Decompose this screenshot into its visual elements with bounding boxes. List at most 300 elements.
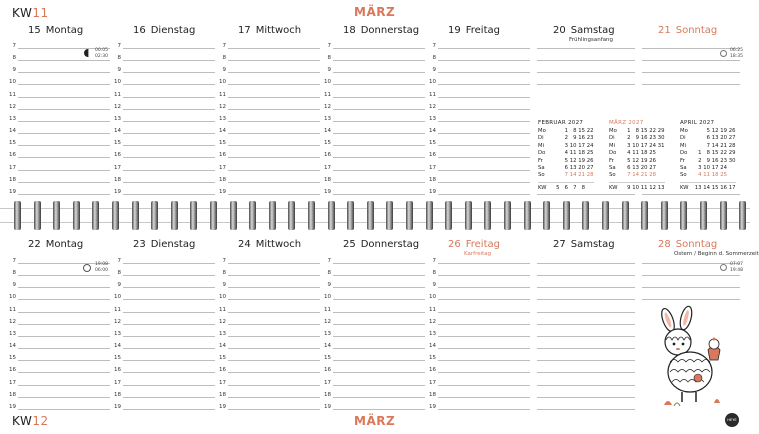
- sun-times: 06:25 18:35: [730, 48, 743, 59]
- binding-ring: [367, 201, 374, 230]
- writing-line: [228, 348, 320, 349]
- writing-line: [18, 182, 110, 183]
- weekday-label: Mo: [538, 128, 546, 134]
- weekday-label: So: [609, 172, 616, 179]
- writing-line: [333, 194, 425, 195]
- hour-label: 8: [12, 55, 16, 62]
- mini-calendar-row: [609, 143, 665, 150]
- hour-label: 16: [429, 367, 436, 374]
- writing-line: [228, 133, 320, 134]
- day-header: [658, 25, 717, 36]
- calendar-day: 16: [711, 157, 719, 164]
- binding-ring: [622, 201, 629, 230]
- writing-line: [333, 145, 425, 146]
- writing-line: [123, 360, 215, 361]
- mini-calendar-row: [538, 143, 594, 150]
- calendar-day: 5: [706, 128, 710, 134]
- hour-label: 12: [219, 318, 226, 325]
- day-header: [238, 239, 301, 250]
- weekday-label: So: [538, 172, 545, 179]
- hour-label: 12: [324, 318, 331, 325]
- binding-ring: [720, 201, 727, 230]
- calendar-day: 6: [627, 164, 631, 171]
- writing-line: [228, 312, 320, 313]
- publisher-logo: HEYE: [725, 413, 739, 427]
- calendar-day: 24: [649, 142, 656, 149]
- writing-line: [333, 133, 425, 134]
- calendar-day: 20: [720, 135, 727, 142]
- weekday-label: Do: [609, 150, 617, 157]
- mini-calendar-row: [609, 158, 665, 165]
- writing-line: [18, 121, 110, 122]
- calendar-day: 26: [649, 157, 656, 164]
- binding-ring: [484, 201, 491, 230]
- writing-line: [123, 397, 215, 398]
- hour-label: 9: [432, 67, 436, 74]
- writing-line: [438, 72, 530, 73]
- hour-label: 7: [222, 258, 226, 264]
- calendar-day: [551, 172, 560, 179]
- calendar-day: [693, 135, 702, 142]
- calendar-day: [727, 165, 736, 172]
- writing-line: [333, 182, 425, 183]
- writing-line: [228, 60, 320, 61]
- writing-line: [537, 263, 635, 264]
- mini-calendar-row: [609, 150, 665, 157]
- calendar-day: 18: [640, 150, 648, 157]
- writing-line: [333, 287, 425, 288]
- calendar-day: [551, 150, 560, 157]
- hour-label: 11: [219, 306, 226, 313]
- binding-ring: [524, 201, 531, 230]
- writing-line: [537, 409, 635, 410]
- weekday-label: Mi: [538, 142, 545, 149]
- day-number: 21: [658, 25, 671, 36]
- day-header: [133, 239, 195, 250]
- calendar-week-number: 16: [720, 184, 727, 191]
- calendar-day: 25: [720, 172, 727, 179]
- calendar-day: 12: [711, 128, 719, 134]
- binding-ring: [328, 201, 335, 230]
- holiday-note: Ostern / Beginn d. Sommerzeit: [674, 251, 759, 257]
- hour-label: 13: [324, 115, 331, 122]
- hour-label: 18: [219, 176, 226, 183]
- mini-calendar: [538, 120, 594, 192]
- binding-ring: [230, 201, 237, 230]
- hour-label: 17: [429, 379, 436, 386]
- day-name: Montag: [45, 25, 84, 36]
- writing-line: [537, 275, 635, 276]
- writing-line: [18, 157, 110, 158]
- day-number: 27: [553, 239, 566, 250]
- hour-label: 15: [324, 140, 331, 147]
- weekday-label: Do: [680, 150, 688, 157]
- writing-line: [333, 97, 425, 98]
- day-name: Donnerstag: [360, 239, 420, 250]
- hour-label: 7: [222, 43, 226, 49]
- hour-label: 10: [219, 79, 226, 86]
- hour-label: 14: [114, 128, 121, 135]
- binding-ring: [680, 201, 687, 230]
- weekday-label: Mo: [609, 128, 617, 134]
- writing-line: [333, 60, 425, 61]
- mini-calendar-row: [538, 158, 594, 165]
- writing-line: [123, 145, 215, 146]
- calendar-day: 28: [586, 172, 594, 179]
- calendar-day: [656, 172, 665, 179]
- writing-line: [333, 275, 425, 276]
- calendar-day: [656, 150, 665, 157]
- hour-label: 9: [12, 282, 16, 289]
- writing-line: [438, 121, 530, 122]
- weekday-label: Do: [538, 150, 546, 157]
- writing-line: [228, 84, 320, 85]
- mini-calendar-row: [609, 165, 665, 172]
- calendar-day: 13: [569, 164, 577, 171]
- calendar-day: 25: [649, 150, 656, 157]
- writing-line: [123, 60, 215, 61]
- writing-line: [333, 324, 425, 325]
- mini-calendar-row: [680, 165, 736, 172]
- calendar-week-number: 10: [632, 184, 639, 191]
- calendar-day: 25: [586, 150, 594, 157]
- weekday-label: Sa: [609, 164, 616, 171]
- calendar-day: 29: [657, 128, 665, 134]
- writing-line: [333, 372, 425, 373]
- week-number-top: KW11: [12, 6, 49, 20]
- calendar-day: 24: [586, 142, 594, 149]
- writing-line: [18, 299, 110, 300]
- calendar-week-number: 14: [703, 184, 710, 191]
- writing-line: [642, 72, 740, 73]
- writing-line: [123, 48, 215, 49]
- calendar-day: [693, 143, 702, 150]
- hour-label: 18: [9, 176, 16, 183]
- hour-label: 19: [429, 188, 436, 195]
- day-number: 16: [133, 25, 146, 36]
- hour-label: 14: [9, 128, 16, 135]
- writing-line: [228, 48, 320, 49]
- writing-line: [123, 287, 215, 288]
- calendar-day: 26: [728, 128, 736, 134]
- hour-label: 14: [324, 343, 331, 350]
- hour-label: 16: [114, 367, 121, 374]
- calendar-day: 14: [711, 142, 719, 149]
- hour-label: 13: [429, 330, 436, 337]
- calendar-day: 13: [632, 164, 639, 171]
- writing-line: [228, 109, 320, 110]
- calendar-day: 6: [564, 164, 568, 171]
- hour-label: 15: [9, 355, 16, 362]
- hour-label: 8: [432, 55, 436, 62]
- writing-line: [642, 275, 740, 276]
- hour-label: 19: [429, 403, 436, 410]
- calendar-day: 10: [569, 142, 577, 149]
- calendar-day: 1: [698, 150, 702, 157]
- calendar-week-row: [680, 185, 736, 192]
- binding-ring: [426, 201, 433, 230]
- weekday-label: Fr: [680, 157, 685, 164]
- calendar-day: 5: [564, 157, 568, 164]
- hour-label: 11: [324, 91, 331, 98]
- calendar-day: 30: [657, 135, 665, 142]
- calendar-day: 17: [640, 142, 648, 149]
- writing-line: [438, 299, 530, 300]
- mini-calendar-row: [538, 165, 594, 172]
- hour-label: 19: [114, 403, 121, 410]
- writing-line: [438, 263, 530, 264]
- binding-ring: [190, 201, 197, 230]
- calendar-day: [727, 172, 736, 179]
- calendar-day: 27: [586, 164, 594, 171]
- calendar-day: 27: [728, 135, 736, 142]
- binding-ring: [249, 201, 256, 230]
- hour-label: 13: [219, 115, 226, 122]
- calendar-day: 19: [640, 157, 648, 164]
- hour-label: 13: [9, 330, 16, 337]
- binding-ring: [543, 201, 550, 230]
- calendar-day: 17: [578, 142, 585, 149]
- hour-label: 15: [219, 355, 226, 362]
- mini-calendar-title: MÄRZ 2027: [609, 120, 644, 126]
- writing-line: [123, 372, 215, 373]
- writing-line: [537, 385, 635, 386]
- calendar-week-number: 6: [564, 184, 568, 191]
- writing-line: [537, 397, 635, 398]
- hour-label: 16: [324, 367, 331, 374]
- hour-label: 12: [219, 103, 226, 110]
- calendar-day: 5: [627, 157, 631, 164]
- calendar-day: 22: [586, 128, 594, 134]
- calendar-week-number: KW: [538, 184, 547, 191]
- calendar-day: 16: [640, 135, 648, 142]
- hour-label: 12: [429, 318, 436, 325]
- calendar-day: 21: [720, 142, 727, 149]
- calendar-day: 30: [728, 157, 736, 164]
- calendar-day: 9: [706, 157, 710, 164]
- hour-label: 13: [219, 330, 226, 337]
- moon-times: 00:05 02:30: [95, 48, 108, 59]
- writing-line: [18, 409, 110, 410]
- calendar-week-number: 5: [556, 184, 560, 191]
- mini-calendar-row: [680, 150, 736, 157]
- hour-label: 16: [219, 152, 226, 159]
- day-header: [553, 239, 615, 250]
- binding-ring: [641, 201, 648, 230]
- writing-line: [123, 385, 215, 386]
- hour-label: 17: [9, 379, 16, 386]
- weekday-label: Mi: [680, 142, 687, 149]
- writing-line: [123, 194, 215, 195]
- writing-line: [123, 84, 215, 85]
- writing-line: [438, 312, 530, 313]
- hour-label: 8: [222, 270, 226, 277]
- calendar-day: 21: [640, 172, 648, 179]
- weekday-label: So: [680, 172, 687, 179]
- calendar-week-number: 11: [640, 184, 648, 191]
- hour-label: 9: [327, 282, 331, 289]
- calendar-week-number: 17: [728, 184, 736, 191]
- weekday-label: Di: [680, 135, 686, 142]
- day-name: Donnerstag: [360, 25, 420, 36]
- day-name: Freitag: [465, 239, 500, 250]
- writing-line: [123, 312, 215, 313]
- day-header: [658, 239, 717, 250]
- hour-label: 10: [9, 294, 16, 301]
- writing-line: [438, 287, 530, 288]
- day-name: Dienstag: [150, 25, 196, 36]
- calendar-day: 29: [728, 150, 736, 157]
- writing-line: [642, 60, 740, 61]
- holiday-note: Karfreitag: [464, 251, 492, 257]
- hour-label: 11: [9, 306, 16, 313]
- writing-line: [438, 336, 530, 337]
- hour-label: 18: [324, 176, 331, 183]
- day-header: [343, 239, 419, 250]
- mini-calendar-title: APRIL 2027: [680, 120, 715, 126]
- day-header: [553, 25, 615, 36]
- hour-label: 7: [327, 43, 331, 49]
- hour-label: 9: [222, 282, 226, 289]
- week-number-bottom: KW12: [12, 414, 49, 428]
- day-number: 25: [343, 239, 356, 250]
- writing-line: [333, 84, 425, 85]
- hour-label: 18: [324, 391, 331, 398]
- calendar-day: 7: [706, 142, 710, 149]
- writing-line: [228, 72, 320, 73]
- writing-line: [537, 312, 635, 313]
- calendar-day: 11: [703, 172, 710, 179]
- mini-calendar-row: [609, 128, 665, 135]
- calendar-week-number: 9: [627, 184, 631, 191]
- day-name: Samstag: [570, 25, 615, 36]
- weekday-label: Di: [609, 135, 615, 142]
- calendar-day: [551, 135, 560, 142]
- calendar-week-number: 13: [694, 184, 702, 191]
- writing-line: [228, 299, 320, 300]
- writing-line: [438, 360, 530, 361]
- binding-ring: [73, 201, 80, 230]
- writing-line: [123, 170, 215, 171]
- calendar-day: 12: [569, 157, 577, 164]
- moon-phase-icon: [84, 49, 92, 57]
- hour-label: 9: [432, 282, 436, 289]
- binding-ring: [269, 201, 276, 230]
- weekday-label: Di: [538, 135, 544, 142]
- calendar-day: 15: [711, 150, 719, 157]
- hour-label: 15: [219, 140, 226, 147]
- calendar-day: 17: [711, 164, 719, 171]
- hour-label: 14: [429, 343, 436, 350]
- calendar-day: 14: [632, 172, 639, 179]
- writing-line: [438, 275, 530, 276]
- writing-line: [438, 324, 530, 325]
- hour-label: 14: [219, 343, 226, 350]
- hour-label: 12: [324, 103, 331, 110]
- writing-line: [438, 157, 530, 158]
- hour-label: 8: [327, 55, 331, 62]
- hour-label: 13: [429, 115, 436, 122]
- writing-line: [333, 360, 425, 361]
- writing-line: [18, 97, 110, 98]
- hour-label: 7: [432, 43, 436, 49]
- hour-label: 11: [9, 91, 16, 98]
- binding-ring: [347, 201, 354, 230]
- mini-calendar-row: [680, 143, 736, 150]
- hour-label: 19: [114, 188, 121, 195]
- hour-label: 19: [219, 188, 226, 195]
- writing-line: [18, 287, 110, 288]
- calendar-day: 11: [632, 150, 639, 157]
- calendar-week-number: 15: [711, 184, 719, 191]
- hour-label: 16: [219, 367, 226, 374]
- calendar-day: 27: [649, 164, 656, 171]
- binding-ring: [288, 201, 295, 230]
- writing-line: [438, 60, 530, 61]
- calendar-day: 31: [657, 142, 665, 149]
- writing-line: [537, 84, 635, 85]
- hour-label: 16: [9, 367, 16, 374]
- day-header: [133, 25, 195, 36]
- writing-line: [333, 397, 425, 398]
- mini-calendar-row: [538, 172, 594, 179]
- writing-line: [438, 109, 530, 110]
- writing-line: [537, 194, 635, 195]
- writing-line: [333, 48, 425, 49]
- binding-ring: [92, 201, 99, 230]
- hour-label: 15: [114, 140, 121, 147]
- writing-line: [333, 157, 425, 158]
- calendar-week-row: [609, 185, 665, 192]
- writing-line: [18, 133, 110, 134]
- divider: [609, 182, 665, 183]
- day-number: 20: [553, 25, 566, 36]
- writing-line: [642, 84, 740, 85]
- hour-label: 9: [117, 282, 121, 289]
- day-header: [28, 239, 83, 250]
- hour-label: 8: [12, 270, 16, 277]
- writing-line: [18, 336, 110, 337]
- binding-ring: [14, 201, 21, 230]
- writing-line: [438, 84, 530, 85]
- calendar-week-number: 8: [581, 184, 585, 191]
- binding-ring: [112, 201, 119, 230]
- calendar-day: 19: [720, 128, 727, 134]
- writing-line: [333, 409, 425, 410]
- writing-line: [333, 299, 425, 300]
- writing-line: [228, 397, 320, 398]
- day-header: [448, 239, 500, 250]
- hour-label: 10: [114, 294, 121, 301]
- writing-line: [123, 348, 215, 349]
- mini-calendar-row: [609, 172, 665, 179]
- calendar-day: 2: [564, 135, 568, 142]
- mini-calendar: [609, 120, 665, 192]
- writing-line: [123, 324, 215, 325]
- writing-line: [228, 97, 320, 98]
- calendar-day: [656, 165, 665, 172]
- day-number: 24: [238, 239, 251, 250]
- binding-ring: [386, 201, 393, 230]
- calendar-week-row: [538, 185, 594, 192]
- writing-line: [228, 324, 320, 325]
- writing-line: [228, 409, 320, 410]
- calendar-day: 23: [586, 135, 594, 142]
- writing-line: [18, 385, 110, 386]
- writing-line: [228, 263, 320, 264]
- sun-times-bottom: 07:07 19:48: [730, 262, 743, 273]
- writing-line: [438, 409, 530, 410]
